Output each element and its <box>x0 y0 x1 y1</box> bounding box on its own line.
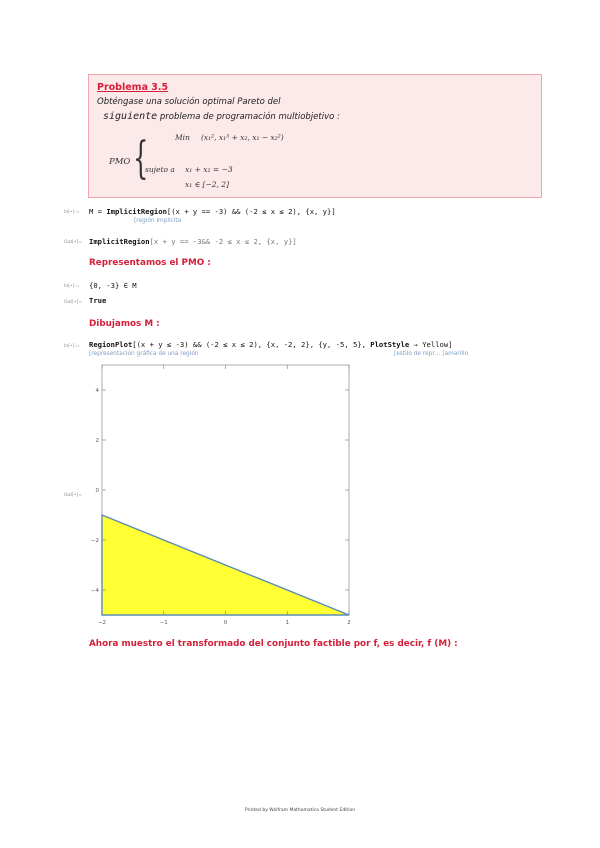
option-hint: [estilo de repr… [amarillo <box>394 351 469 357</box>
region-plot <box>90 363 358 633</box>
x-tick-label: 1 <box>285 620 289 626</box>
code-function: RegionPlot <box>89 340 133 349</box>
function-hint: [región implícita <box>134 218 182 224</box>
problem-statement-line1: Obténgase una solución optimal Pareto del <box>97 97 281 107</box>
y-tick-label: 4 <box>95 388 99 394</box>
brace-symbol: { <box>133 133 149 184</box>
y-tick-label: −4 <box>90 588 99 594</box>
output-args: [x + y == -3&& -2 ≤ x ≤ 2, {x, y}] <box>149 237 297 246</box>
code-args: [(x + y == -3) && (-2 ≤ x ≤ 2), {x, y}] <box>166 207 336 216</box>
hint-text: región implícita <box>136 218 182 224</box>
y-tick-label: −2 <box>90 538 99 544</box>
input-label: In[•]:= <box>64 284 80 289</box>
objective-vector: (x₁², x₁³ + x₂, x₁ − x₂²) <box>201 133 284 142</box>
output-label: Out[•]= <box>64 493 83 498</box>
function-hint: [representación gráfica de una región <box>89 351 199 357</box>
problem-title: Problema 3.5 <box>97 82 169 93</box>
output-label: Out[•]= <box>64 300 83 305</box>
footer-note: Printed by Wolfram Mathematica Student Edition <box>244 808 356 813</box>
input-label: In[•]:= <box>64 344 80 349</box>
y-tick-label: 2 <box>95 438 99 444</box>
output-function: ImplicitRegion <box>89 237 150 246</box>
input-cell-membership[interactable]: {0, -3} ∈ M <box>89 281 137 290</box>
problem-word-siguiente: siguiente <box>103 111 158 122</box>
code-args: [(x + y ≤ -3) && (-2 ≤ x ≤ 2), {x, -2, 2}, {y, -5, 5}, <box>132 340 371 349</box>
x-tick-label: 0 <box>223 620 228 626</box>
section-heading-transform: Ahora muestro el transformado del conjunto factible por f, es decir, f (M) : <box>89 639 458 649</box>
code-option: PlotStyle <box>370 340 410 349</box>
section-heading-pmo: Representamos el PMO : <box>89 258 211 268</box>
hint-text: representación gráfica de una región <box>91 351 199 357</box>
section-heading-draw: Dibujamos M : <box>89 319 160 329</box>
output-cell-implicit-region <box>89 237 297 246</box>
constraint-equation: x₁ + x₂ = −3 <box>185 165 233 174</box>
subject-to-label: sujeto a <box>145 165 175 174</box>
input-cell-region-plot[interactable] <box>89 340 453 349</box>
y-tick-label: 0 <box>95 488 99 494</box>
hint-text: estilo de repr… <box>396 351 441 357</box>
x-tick-label: −1 <box>159 620 168 626</box>
input-cell-implicit-region[interactable] <box>89 207 336 216</box>
min-label: Min <box>175 133 190 142</box>
problem-statement-rest: problema de programación multiobjetivo : <box>157 112 340 122</box>
problem-statement-line2 <box>103 111 340 122</box>
input-label: In[•]:= <box>64 210 80 215</box>
x-tick-label: 2 <box>347 620 351 626</box>
output-true: True <box>89 296 107 305</box>
hint-text: amarillo <box>444 351 469 357</box>
x-tick-label: −2 <box>97 620 107 626</box>
problem-box <box>88 74 542 198</box>
pmo-label: PMO <box>109 157 131 167</box>
code-var: M = <box>89 207 107 216</box>
code-end: → Yellow] <box>409 340 453 349</box>
output-label: Out[•]= <box>64 240 83 245</box>
constraint-interval: x₁ ∈ [−2, 2] <box>185 180 230 189</box>
code-function: ImplicitRegion <box>106 207 167 216</box>
